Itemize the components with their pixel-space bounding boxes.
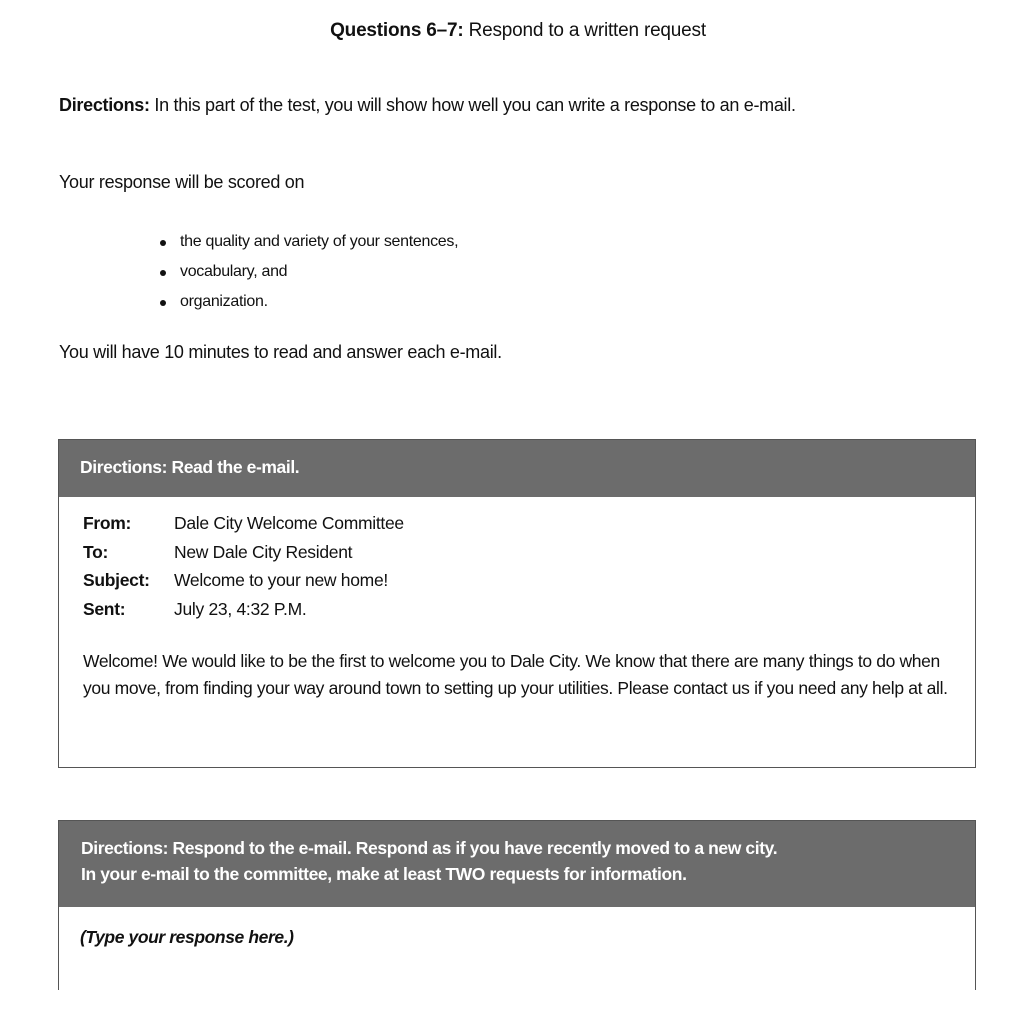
subject-label: Subject: [83, 570, 150, 590]
directions-label: Directions: [59, 95, 150, 115]
email-sent-row [83, 599, 404, 628]
respond-panel-heading [59, 821, 975, 907]
to-value: New Dale City Resident [174, 541, 353, 562]
list-item: organization. [158, 288, 458, 318]
question-title: Respond to a written request [468, 20, 706, 41]
directions-paragraph [59, 95, 796, 116]
directions-text: In this part of the test, you will show how well you can write a response to an e-mail. [154, 95, 796, 115]
from-label: From: [83, 513, 132, 533]
email-body-text: Welcome! We would like to be the first to welcome you to Dale City. We know that there are many things to do when you move, from finding your way around town to setting up your utilities. Please contact us if you need any help at all. [83, 651, 948, 698]
respond-heading-line-1: Directions: Respond to the e-mail. Respond as if you have recently moved to a new city. [81, 838, 778, 858]
read-panel-heading: Directions: Read the e-mail. [59, 440, 975, 497]
response-text-area[interactable]: (Type your response here.) [80, 927, 294, 947]
respond-heading-line-2: In your e-mail to the committee, make at least TWO requests for information. [81, 864, 687, 884]
list-item: vocabulary, and [158, 258, 458, 288]
email-to-row [83, 542, 404, 571]
scoring-criteria-list [158, 228, 458, 318]
subject-value: Welcome to your new home! [174, 570, 388, 590]
time-limit-note: You will have 10 minutes to read and answer each e-mail. [59, 342, 502, 362]
question-number-label: Questions 6–7: [330, 20, 464, 41]
email-from-row [83, 513, 404, 542]
read-email-panel [58, 439, 976, 768]
page-title [0, 20, 1024, 42]
email-subject-row [83, 570, 404, 599]
scoring-intro: Your response will be scored on [59, 172, 305, 192]
sent-label: Sent: [83, 598, 126, 619]
to-label: To: [83, 541, 109, 562]
email-header-fields [83, 513, 404, 627]
page-bottom-margin [0, 990, 1024, 1018]
list-item: the quality and variety of your sentences, [158, 228, 458, 258]
sent-value: July 23, 4:32 P.M. [174, 598, 307, 619]
from-value: Dale City Welcome Committee [174, 513, 404, 533]
respond-email-panel [58, 820, 976, 1018]
